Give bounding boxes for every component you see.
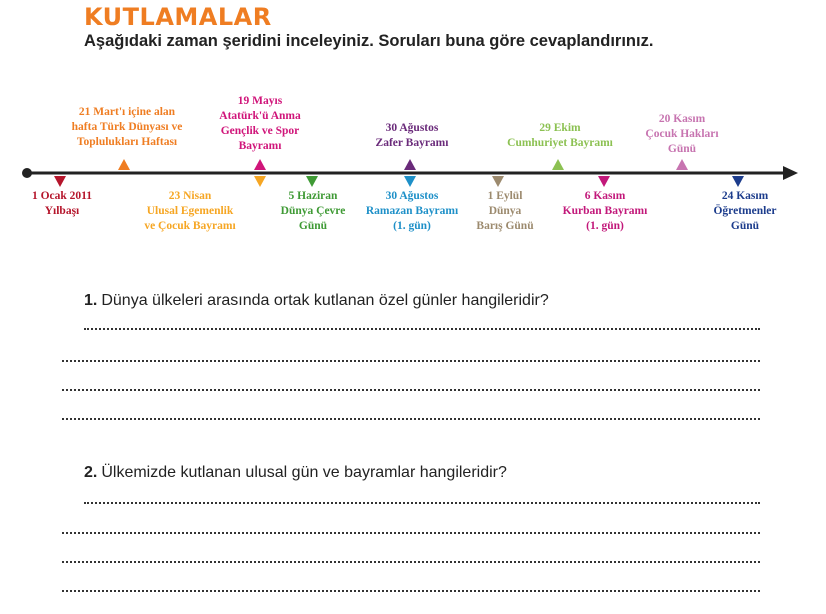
timeline-arrowhead xyxy=(783,166,798,180)
answer-line[interactable] xyxy=(84,328,760,330)
page-title: KUTLAMALAR xyxy=(84,3,272,31)
timeline-event-line: 21 Mart'ı içine alan xyxy=(78,106,176,118)
timeline-event-label xyxy=(563,189,648,234)
timeline-marker xyxy=(552,159,564,170)
timeline-event-line: 30 Ağustos xyxy=(385,190,439,202)
answer-line[interactable] xyxy=(62,561,760,563)
timeline-event-line: Toplulukları Haftası xyxy=(76,136,178,148)
timeline-event-label xyxy=(72,105,183,150)
timeline-event-line: 6 Kasım xyxy=(584,190,626,202)
timeline-event-label xyxy=(219,94,300,154)
timeline-marker xyxy=(254,176,266,187)
timeline-marker xyxy=(54,176,66,187)
question-1 xyxy=(84,292,549,310)
page-instructions: Aşağıdaki zaman şeridini inceleyiniz. Soruları buna göre cevaplandırınız. xyxy=(84,32,654,50)
timeline-event-line: 30 Ağustos xyxy=(385,122,439,134)
timeline-event-line: ve Çocuk Bayramı xyxy=(144,220,236,232)
answer-line[interactable] xyxy=(84,502,760,504)
timeline-marker xyxy=(492,176,504,187)
timeline-event-line: Atatürk'ü Anma xyxy=(219,110,301,122)
timeline-event-label xyxy=(376,121,449,151)
question-1-number: 1. xyxy=(84,292,98,309)
timeline-event-line: 19 Mayıs xyxy=(237,95,283,107)
timeline-marker xyxy=(404,159,416,170)
timeline-start-dot xyxy=(22,168,32,178)
timeline-event-line: Öğretmenler xyxy=(713,205,777,217)
timeline-event-line: Ramazan Bayramı xyxy=(365,205,459,217)
timeline-event-line: Zafer Bayramı xyxy=(375,137,449,149)
timeline-event-line: Dünya Çevre xyxy=(280,205,346,217)
timeline-marker xyxy=(598,176,610,187)
timeline-event-line: 20 Kasım xyxy=(658,113,706,125)
timeline-marker xyxy=(118,159,130,170)
timeline-event-line: 23 Nisan xyxy=(168,190,212,202)
timeline-event-line: Kurban Bayramı xyxy=(562,205,648,217)
question-1-text: Dünya ülkeleri arasında ortak kutlanan özel günler hangileridir? xyxy=(101,292,549,309)
timeline-event-line: Günü xyxy=(730,220,760,232)
timeline-event-label xyxy=(144,189,235,234)
question-2-text: Ülkemizde kutlanan ulusal gün ve bayramlar hangileridir? xyxy=(101,464,507,481)
timeline-event-line: 1 Eylül xyxy=(487,190,523,202)
timeline-event-label xyxy=(366,189,458,234)
timeline-event-label xyxy=(281,189,346,234)
timeline-event-line: 29 Ekim xyxy=(539,122,581,134)
timeline-event-label xyxy=(32,189,92,219)
timeline-marker xyxy=(404,176,416,187)
timeline-event-line: Gençlik ve Spor xyxy=(220,125,300,137)
timeline-event-line: Çocuk Hakları xyxy=(645,128,719,140)
timeline-event-line: hafta Türk Dünyası ve xyxy=(71,121,183,133)
timeline-event-line: Ulusal Egemenlik xyxy=(146,205,234,217)
answer-line[interactable] xyxy=(62,360,760,362)
timeline-event-label xyxy=(645,112,718,157)
timeline-event-line: Dünya xyxy=(488,205,522,217)
timeline-event-line: Cumhuriyet Bayramı xyxy=(507,137,613,149)
question-2-number: 2. xyxy=(84,464,98,481)
question-2 xyxy=(84,464,507,482)
timeline-event-line: 5 Haziran xyxy=(288,190,338,202)
timeline-marker xyxy=(676,159,688,170)
timeline-marker xyxy=(732,176,744,187)
answer-line[interactable] xyxy=(62,590,760,592)
timeline-event-line: Günü xyxy=(667,143,697,155)
timeline-event-line: 24 Kasım xyxy=(721,190,769,202)
timeline-event-label xyxy=(507,121,613,151)
answer-line[interactable] xyxy=(62,532,760,534)
timeline-event-line: (1. gün) xyxy=(586,220,624,232)
answer-line[interactable] xyxy=(62,418,760,420)
timeline-event-line: Yılbaşı xyxy=(44,205,80,217)
timeline-event-label xyxy=(713,189,776,234)
timeline-event-line: (1. gün) xyxy=(393,220,431,232)
timeline-marker xyxy=(306,176,318,187)
timeline-event-line: Barış Günü xyxy=(476,220,534,232)
answer-line[interactable] xyxy=(62,389,760,391)
timeline-event-label xyxy=(476,189,533,234)
timeline-event-line: 1 Ocak 2011 xyxy=(31,190,93,202)
timeline-event-line: Bayramı xyxy=(238,140,282,152)
timeline-event-line: Günü xyxy=(298,220,328,232)
timeline-marker xyxy=(254,159,266,170)
